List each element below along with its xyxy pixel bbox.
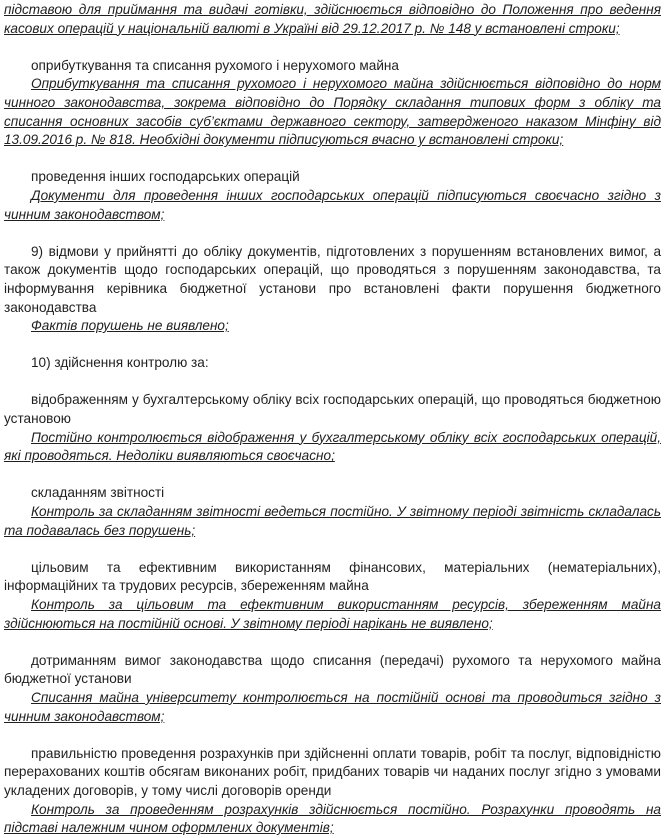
paragraph-answer: Контроль за проведенням розрахунків здійснюється постійно. Розрахунки проводять на підставі належним чином оформлених документів; [4, 801, 661, 836]
paragraph-answer: Контроль за цільовим та ефективним використанням ресурсів, збереженням майна здійснюються на постійній основі. У звітному періоді нарікань не виявлено; [4, 597, 661, 631]
paragraph-answer-continued: підставою для приймання та видачі готівки, здійснюється відповідно до Положення про ведення касових операцій у національній валюті в Україні від 29.12.2017 р. № 148 у встановлені строки; [4, 2, 661, 36]
paragraph-question: дотриманням вимог законодавства щодо списання (передачі) рухомого та нерухомого майна бюджетної установи [4, 652, 661, 687]
paragraph-question: 10) здійснення контролю за: [31, 355, 209, 371]
paragraph-question: проведення інших господарських операцій [31, 169, 300, 185]
paragraph-answer: Документи для проведення інших господарських операцій підписуються своєчасно згідно з чинним законодавством; [4, 187, 661, 222]
paragraph-question: цільовим та ефективним використанням фінансових, матеріальних (нематеріальних), інформаційних та трудових ресурсів, збереженням майна [4, 559, 661, 594]
paragraph-question: 9) відмови у прийнятті до обліку документів, підготовлених з порушенням встановлених вимог, а також документів щодо господарських операцій, що проводяться з порушенням законодавства, та інформування керівника бюджетної установи про встановлені факти порушення бюджетного законодавства [4, 243, 661, 315]
paragraph-answer: Оприбуткування та списання рухомого і нерухомого майна здійснюється відповідно до норм чинного законодавства, зокрема відповідно до Порядку складання типових форм з обліку та списання основних засобів суб’єктами державного сектору, затвердженого наказом Мінфіну від 13.09.2016 р. № 818. Необхідні документи підписуються вчасно у встановлені строки; [4, 76, 661, 148]
paragraph-question: відображенням у бухгалтерському обліку всіх господарських операцій, що проводяться бюджетною установою [4, 392, 661, 427]
paragraph-question: оприбуткування та списання рухомого і нерухомого майна [31, 57, 399, 73]
paragraph-question: складанням звітності [31, 485, 165, 501]
paragraph-answer: Списання майна університету контролюється на постійній основі та проводиться згідно з чинним законодавством; [4, 689, 661, 724]
paragraph-answer: Контроль за складанням звітності ведеться постійно. У звітному періоді звітність складалась та подавалась без порушень; [4, 504, 661, 538]
paragraph-question: правильністю проведення розрахунків при здійсненні оплати товарів, робіт та послуг, відповідністю перерахованих коштів обсягам виконаних робіт, придбаних товарів чи наданих послуг згідно з умовами укладених договорів, у тому числі договорів оренди [4, 745, 661, 798]
paragraph-answer: Постійно контролюється відображення у бухгалтерському обліку всіх господарських операцій, які проводяться. Недоліки виявляються своєчасно; [4, 429, 661, 464]
paragraph-answer: Фактів порушень не виявлено; [31, 318, 229, 334]
